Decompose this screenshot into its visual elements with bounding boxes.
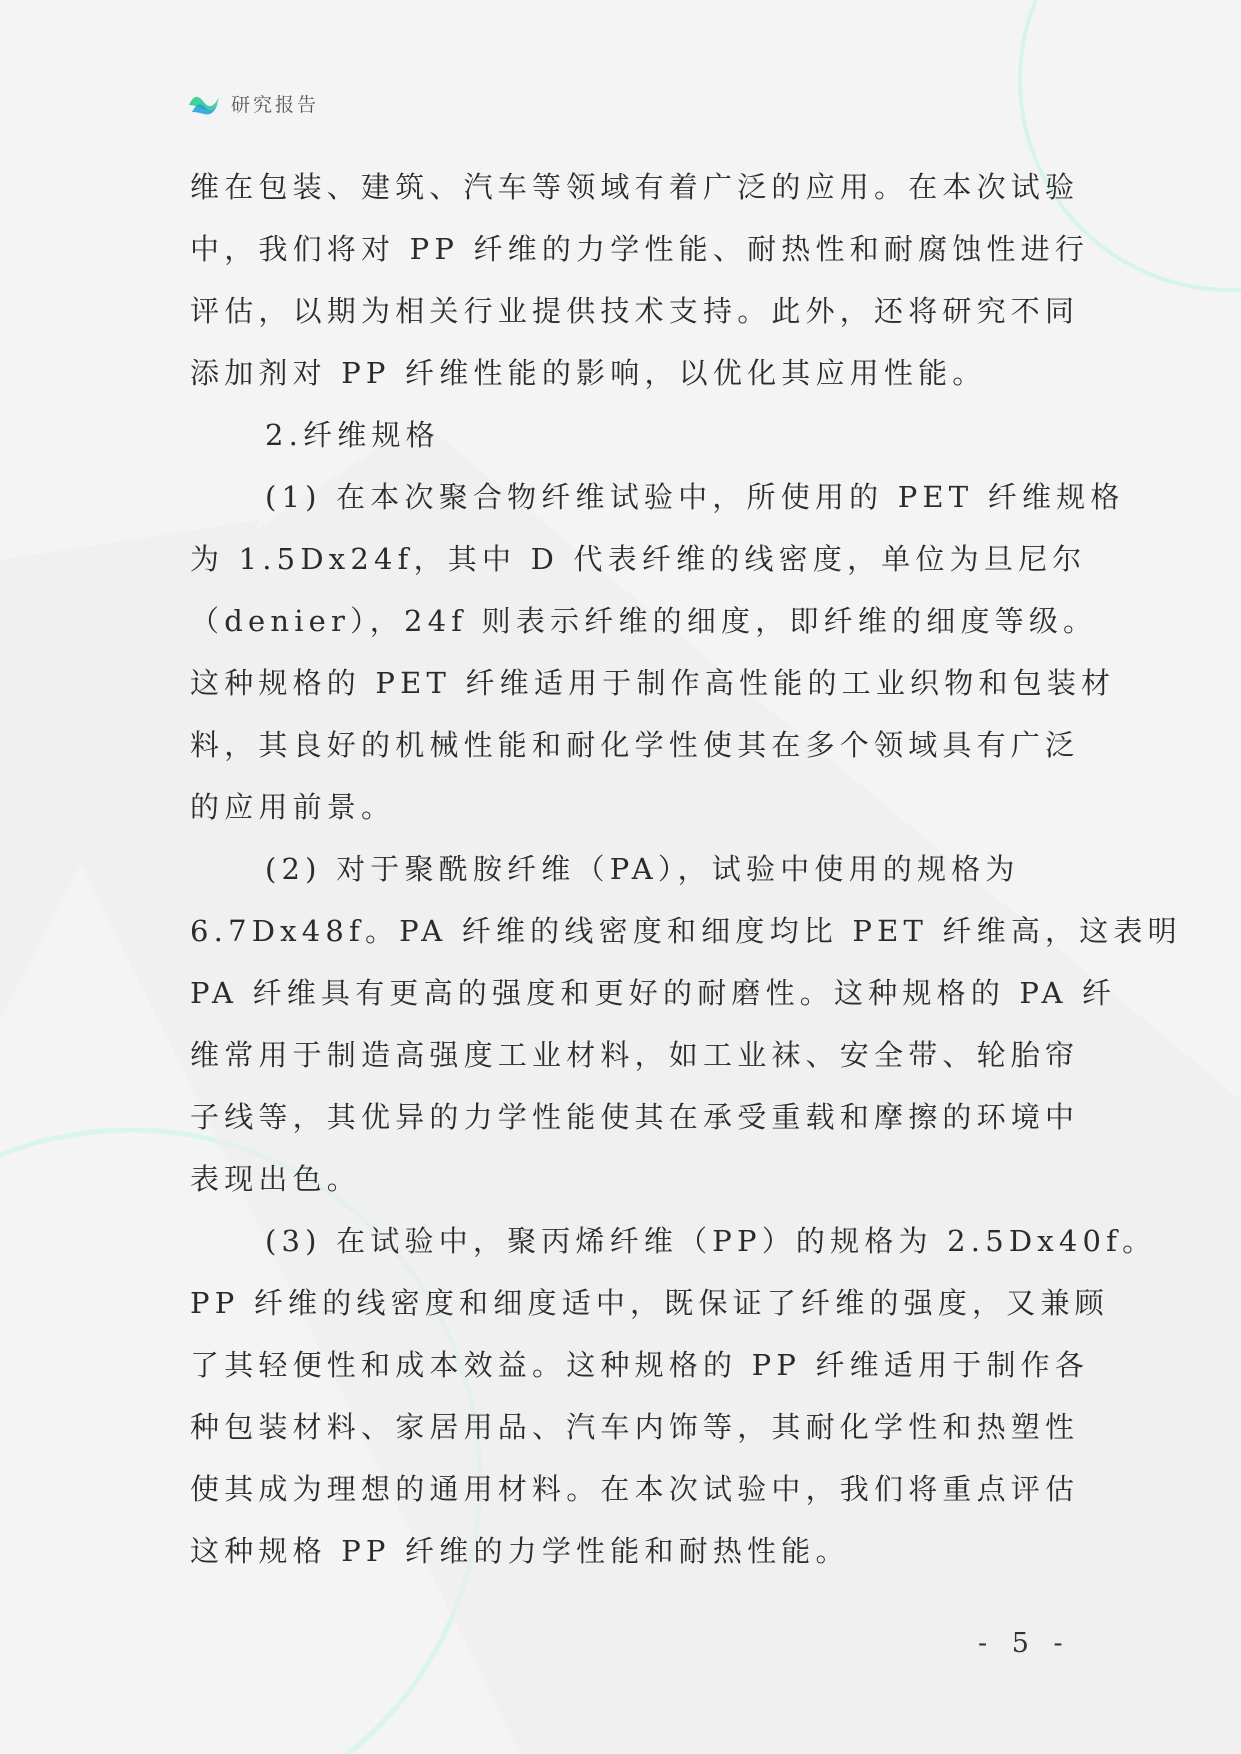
body-line: 种包装材料、家居用品、汽车内饰等，其耐化学性和热塑性 xyxy=(190,1410,1080,1444)
body-line: PP 纤维的线密度和细度适中，既保证了纤维的强度，又兼顾 xyxy=(190,1286,1109,1320)
body-line: 为 1.5Dx24f，其中 D 代表纤维的线密度，单位为旦尼尔 xyxy=(190,542,1087,576)
document-body xyxy=(190,156,1182,1582)
page-number: - 5 - xyxy=(978,1628,1071,1659)
body-line: 这种规格的 PET 纤维适用于制作高性能的工业织物和包装材 xyxy=(190,666,1116,700)
body-line: 表现出色。 xyxy=(190,1162,362,1196)
body-line: 添加剂对 PP 纤维性能的影响，以优化其应用性能。 xyxy=(190,356,987,390)
body-line: 料，其良好的机械性能和耐化学性使其在多个领域具有广泛 xyxy=(190,728,1080,762)
body-line: 的应用前景。 xyxy=(190,790,396,824)
body-line: PA 纤维具有更高的强度和更好的耐磨性。这种规格的 PA 纤 xyxy=(190,976,1117,1010)
body-line: (2) 对于聚酰胺纤维（PA），试验中使用的规格为 xyxy=(265,852,1020,886)
body-line: (3) 在试验中，聚丙烯纤维（PP）的规格为 2.5Dx40f。 xyxy=(265,1224,1157,1258)
body-line: 使其成为理想的通用材料。在本次试验中，我们将重点评估 xyxy=(190,1472,1080,1506)
body-line: 中，我们将对 PP 纤维的力学性能、耐热性和耐腐蚀性进行 xyxy=(190,232,1090,266)
report-header xyxy=(187,88,319,118)
body-line: 评估，以期为相关行业提供技术支持。此外，还将研究不同 xyxy=(190,294,1080,328)
body-line: 了其轻便性和成本效益。这种规格的 PP 纤维适用于制作各 xyxy=(190,1348,1090,1382)
body-line: 维常用于制造高强度工业材料，如工业袜、安全带、轮胎帘 xyxy=(190,1038,1080,1072)
body-line: (1) 在本次聚合物纤维试验中，所使用的 PET 纤维规格 xyxy=(265,480,1125,514)
body-line: 维在包装、建筑、汽车等领域有着广泛的应用。在本次试验 xyxy=(190,170,1080,204)
section-heading: 2.纤维规格 xyxy=(265,418,440,452)
body-line: 6.7Dx48f。PA 纤维的线密度和细度均比 PET 纤维高，这表明 xyxy=(190,914,1182,948)
brand-logo-icon xyxy=(187,88,221,118)
body-line: 这种规格 PP 纤维的力学性能和耐热性能。 xyxy=(190,1534,850,1568)
body-line: （denier），24f 则表示纤维的细度，即纤维的细度等级。 xyxy=(190,604,1098,638)
body-line: 子线等，其优异的力学性能使其在承受重载和摩擦的环境中 xyxy=(190,1100,1080,1134)
report-type-label: 研究报告 xyxy=(231,93,320,116)
